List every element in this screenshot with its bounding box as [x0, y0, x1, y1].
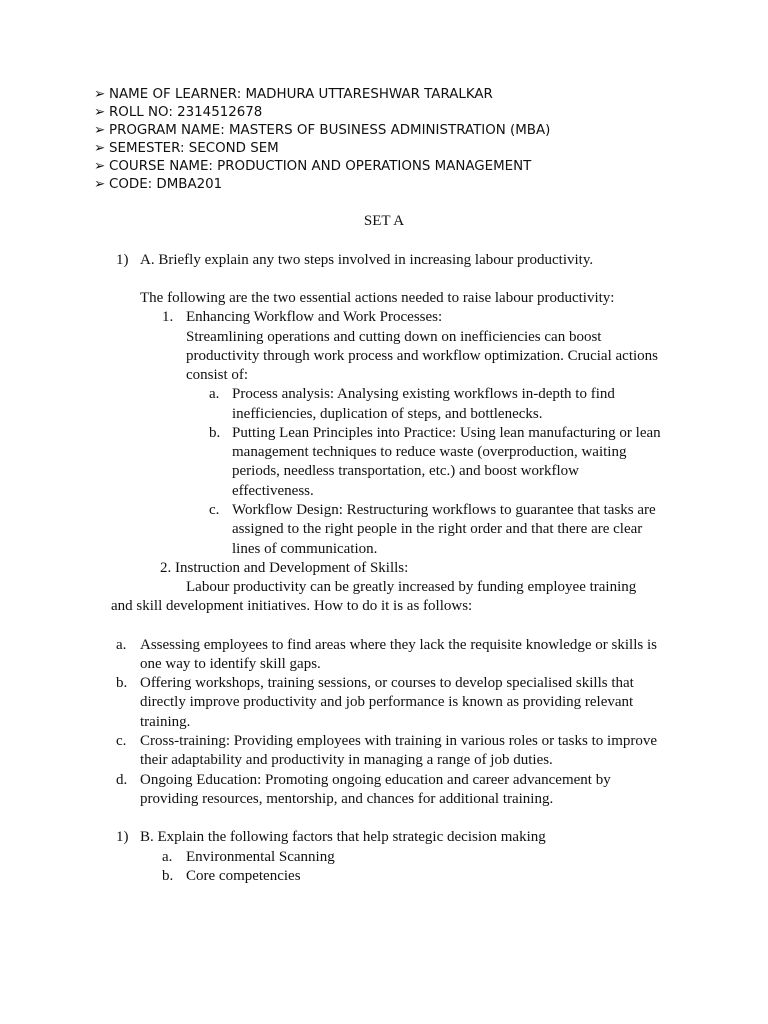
list-item-line: effectiveness. — [232, 483, 314, 499]
semester-line: ➢ SEMESTER: SECOND SEM — [94, 141, 279, 156]
arrow-bullet-icon: ➢ — [94, 87, 106, 102]
list-item-line: Workflow Design: Restructuring workflows to guarantee that tasks are — [232, 502, 656, 518]
factor-item: Environmental Scanning — [186, 849, 335, 865]
question-1a-text: A. Briefly explain any two steps involved in increasing labour productivity. — [140, 252, 594, 268]
list-marker: a. — [116, 637, 127, 653]
answer-intro: The following are the two essential actions needed to raise labour productivity: — [140, 290, 615, 306]
factor-item: Core competencies — [186, 868, 301, 884]
list-item-line: Putting Lean Principles into Practice: Using lean manufacturing or lean — [232, 425, 661, 441]
step-2-title: 2. Instruction and Development of Skills: — [160, 560, 409, 576]
course-code-line: ➢ CODE: DMBA201 — [94, 177, 223, 192]
step-1-title: Enhancing Workflow and Work Processes: — [186, 309, 443, 325]
arrow-bullet-icon: ➢ — [94, 105, 106, 120]
list-item-line: one way to identify skill gaps. — [140, 656, 321, 672]
list-marker: a. — [209, 386, 220, 402]
question-1b-text: B. Explain the following factors that help strategic decision making — [140, 829, 546, 845]
list-item-line: periods, needless transportation, etc.) and boost workflow — [232, 463, 579, 479]
list-marker: b. — [162, 868, 174, 884]
list-item-line: Ongoing Education: Promoting ongoing education and career advancement by — [140, 772, 611, 788]
step-1-body-line: Streamlining operations and cutting down on inefficiencies can boost — [186, 329, 602, 345]
list-marker: c. — [116, 733, 127, 749]
arrow-bullet-icon: ➢ — [94, 123, 106, 138]
list-item-line: lines of communication. — [232, 541, 378, 557]
question-number: 1) — [116, 829, 129, 845]
arrow-bullet-icon: ➢ — [94, 141, 106, 156]
step-number: 1. — [162, 309, 174, 325]
program-name-line: ➢ PROGRAM NAME: MASTERS OF BUSINESS ADMINISTRATION (MBA) — [94, 123, 551, 138]
list-item-line: providing resources, mentorship, and chances for additional training. — [140, 791, 554, 807]
list-marker: a. — [162, 849, 173, 865]
list-marker: b. — [209, 425, 221, 441]
arrow-bullet-icon: ➢ — [94, 177, 106, 192]
step-1-body-line: productivity through work process and workflow optimization. Crucial actions — [186, 348, 658, 364]
list-item-line: training. — [140, 714, 191, 730]
step-1-body-line: consist of: — [186, 367, 249, 383]
learner-name-line: ➢ NAME OF LEARNER: MADHURA UTTARESHWAR TARALKAR — [94, 87, 493, 102]
list-item-line: Offering workshops, training sessions, or courses to develop specialised skills that — [140, 675, 634, 691]
course-name-line: ➢ COURSE NAME: PRODUCTION AND OPERATIONS MANAGEMENT — [94, 159, 532, 174]
question-number: 1) — [116, 252, 129, 268]
set-title: SET A — [363, 213, 405, 229]
list-item-line: Cross-training: Providing employees with training in various roles or tasks to improve — [140, 733, 658, 749]
list-marker: c. — [209, 502, 220, 518]
list-marker: d. — [116, 772, 128, 788]
list-item-line: Assessing employees to find areas where they lack the requisite knowledge or skills is — [140, 637, 657, 653]
roll-number-line: ➢ ROLL NO: 2314512678 — [94, 105, 263, 120]
list-item-line: inefficiencies, duplication of steps, and bottlenecks. — [232, 406, 543, 422]
list-item-line: Process analysis: Analysing existing workflows in-depth to find — [232, 386, 615, 402]
list-item-line: directly improve productivity and job performance is known as providing relevant — [140, 694, 634, 710]
list-marker: b. — [116, 675, 128, 691]
list-item-line: assigned to the right people in the right order and that there are clear — [232, 521, 643, 537]
arrow-bullet-icon: ➢ — [94, 159, 106, 174]
list-item-line: their adaptability and productivity in managing a range of job duties. — [140, 752, 553, 768]
step-2-body-line: and skill development initiatives. How to do it is as follows: — [111, 598, 473, 614]
step-2-body-line: Labour productivity can be greatly increased by funding employee training — [186, 579, 637, 595]
list-item-line: management techniques to reduce waste (overproduction, waiting — [232, 444, 627, 460]
